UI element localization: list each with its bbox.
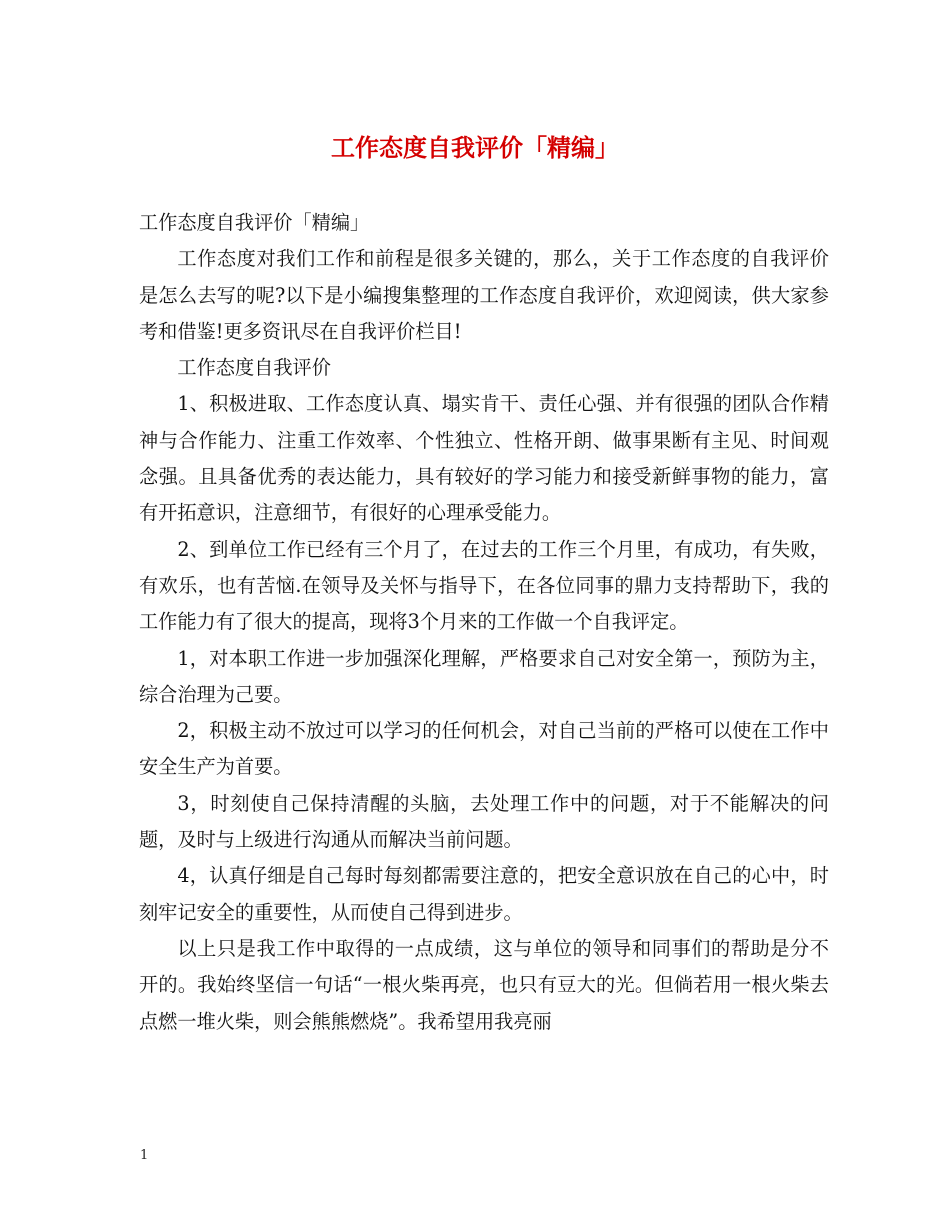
document-body [139,205,829,1040]
list-item-1: 1，对本职工作进一步加强深化理解，严格要求自己对安全第一，预防为主，综合治理为己要。 [139,646,829,706]
paragraph-item-1: 1、积极进取、工作态度认真、塌实肯干、责任心强、并有很强的团队合作精神与合作能力、注重工作效率、个性独立、性格开朗、做事果断有主见、时间观念强。且具备优秀的表达能力，具有较好的学习能力和接受新鲜事物的能力，富有开拓意识，注意细节，有很好的心理承受能力。 [139,392,829,525]
intro-paragraph: 工作态度对我们工作和前程是很多关键的，那么，关于工作态度的自我评价是怎么去写的呢?以下是小编搜集整理的工作态度自我评价，欢迎阅读，供大家参考和借鉴!更多资讯尽在自我评价栏目! [139,247,829,343]
document-title: 工作态度自我评价「精编」 [331,133,619,162]
list-item-2: 2，积极主动不放过可以学习的任何机会，对自己当前的严格可以使在工作中安全生产为首要。 [139,719,829,779]
paragraph-item-2: 2、到单位工作已经有三个月了，在过去的工作三个月里，有成功，有失败，有欢乐，也有苦恼.在领导及关怀与指导下，在各位同事的鼎力支持帮助下，我的工作能力有了很大的提高，现将3个月来的工作做一个自我评定。 [139,537,829,634]
page-number: 1 [140,1148,149,1163]
section-heading: 工作态度自我评价 [177,356,331,380]
list-item-3: 3，时刻使自己保持清醒的头脑，去处理工作中的问题，对于不能解决的问题，及时与上级进行沟通从而解决当前问题。 [139,791,829,852]
list-item-4: 4，认真仔细是自己每时每刻都需要注意的，把安全意识放在自己的心中，时刻牢记安全的重要性，从而使自己得到进步。 [139,864,829,924]
closing-paragraph: 以上只是我工作中取得的一点成绩，这与单位的领导和同事们的帮助是分不开的。我始终坚信一句话“一根火柴再亮，也只有豆大的光。但倘若用一根火柴去点燃一堆火柴，则会熊熊燃烧”。我希望用我亮丽 [139,936,829,1033]
body-heading: 工作态度自我评价「精编」 [139,211,370,234]
